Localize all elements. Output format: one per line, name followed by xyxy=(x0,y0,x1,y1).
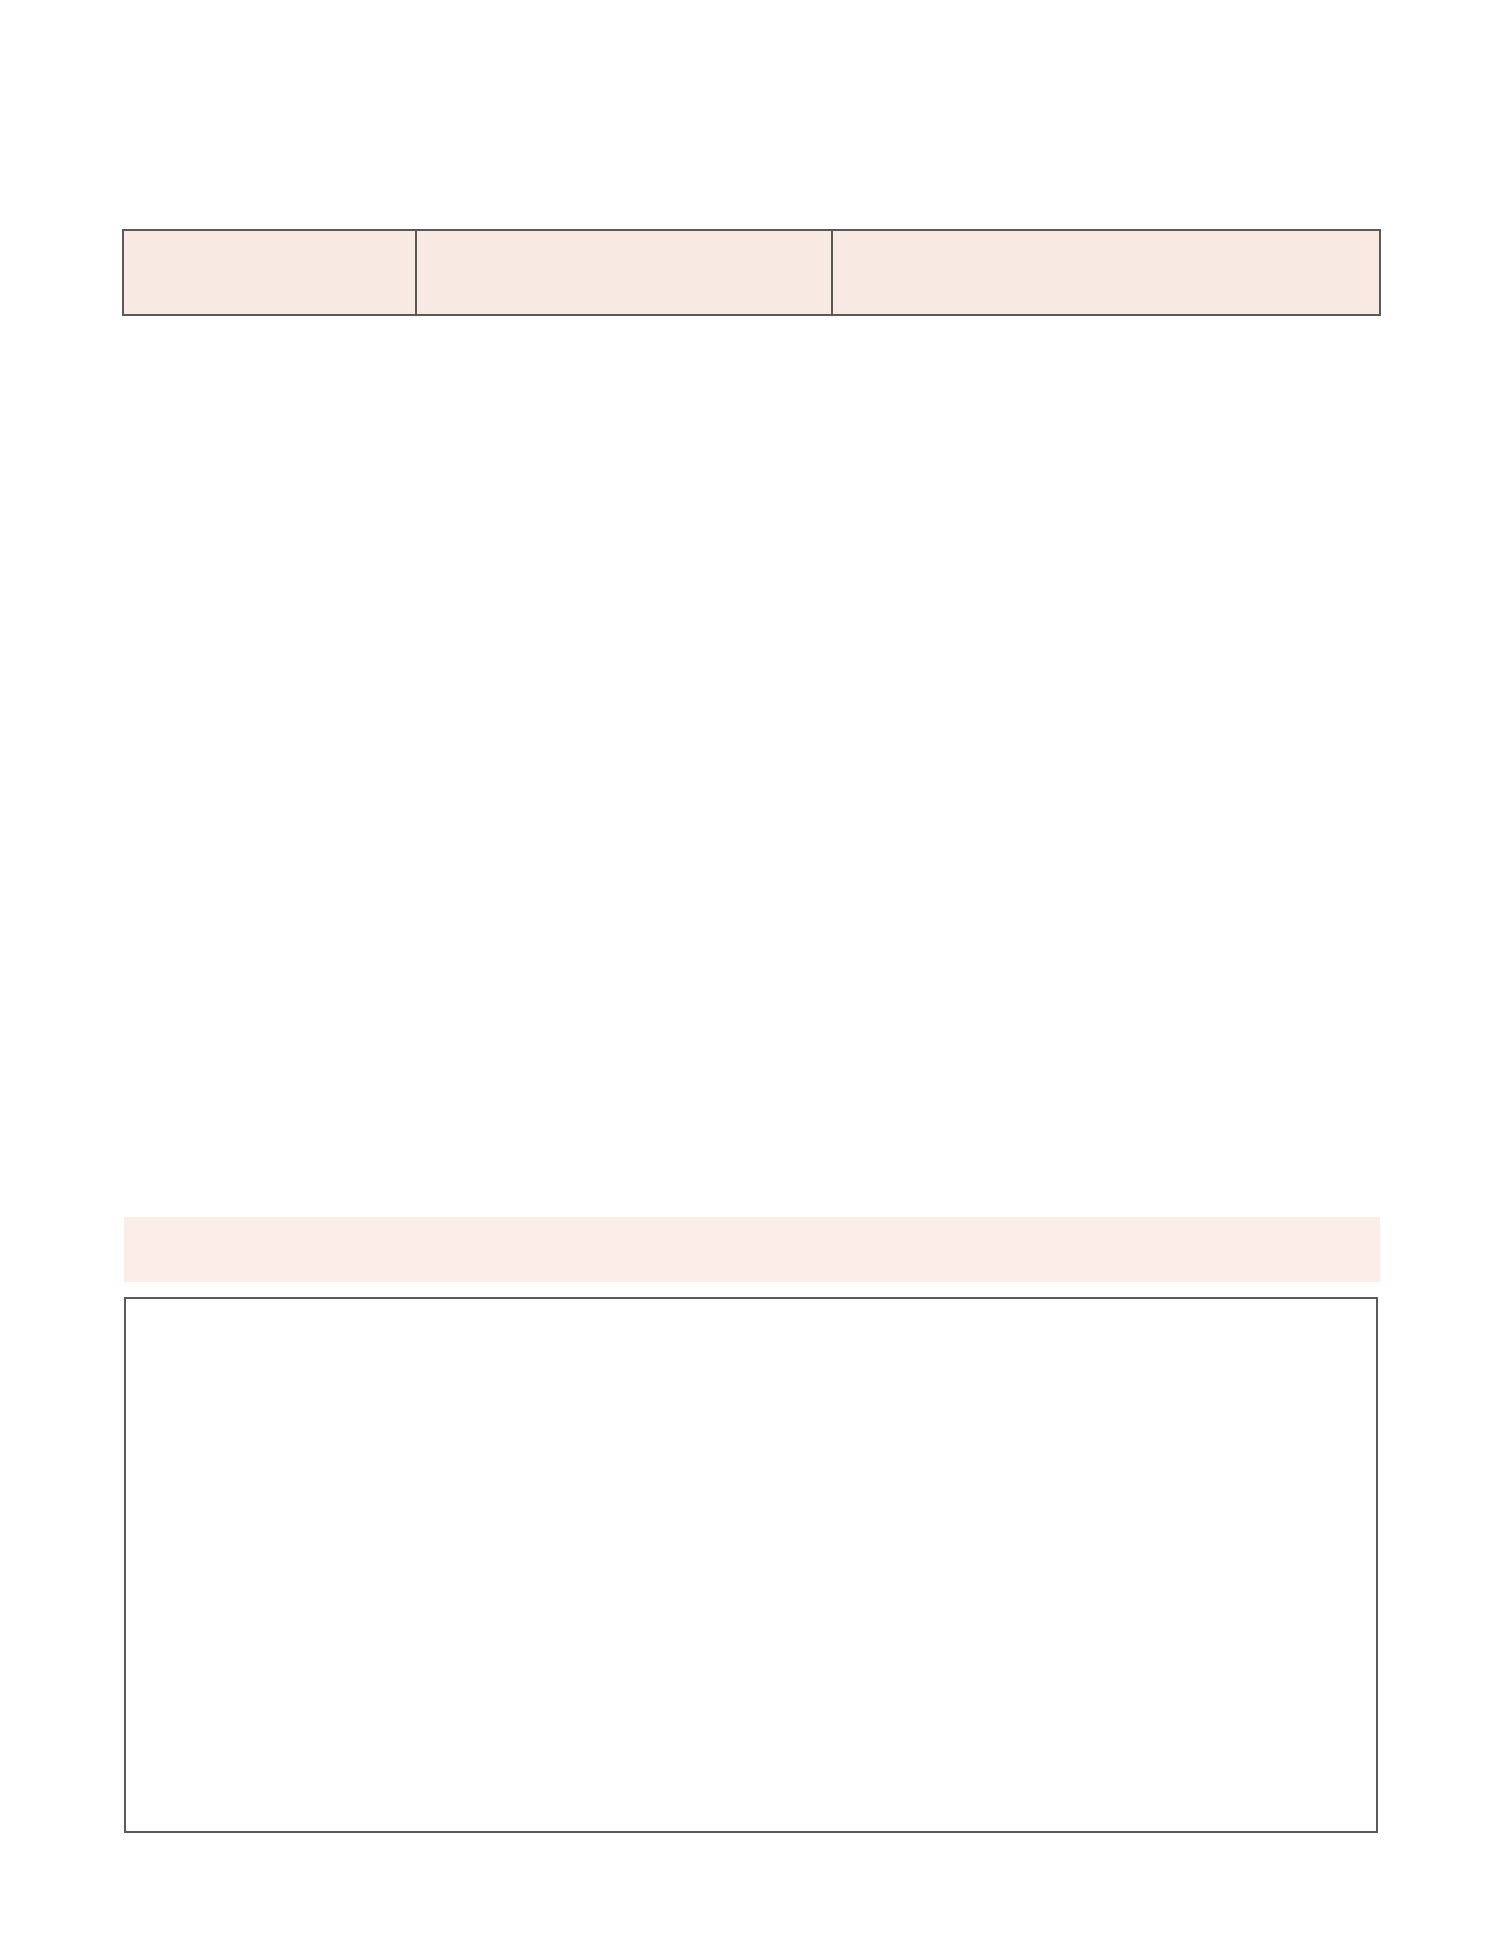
column-header-request xyxy=(832,230,1380,315)
table-header-row xyxy=(123,230,1380,315)
column-header-name xyxy=(416,230,832,315)
answered-prayers-heading xyxy=(124,1217,1380,1282)
column-header-date xyxy=(123,230,416,315)
writing-lines xyxy=(126,1299,1380,1835)
answered-prayers-box xyxy=(124,1297,1378,1833)
prayer-requests-table xyxy=(122,229,1381,316)
